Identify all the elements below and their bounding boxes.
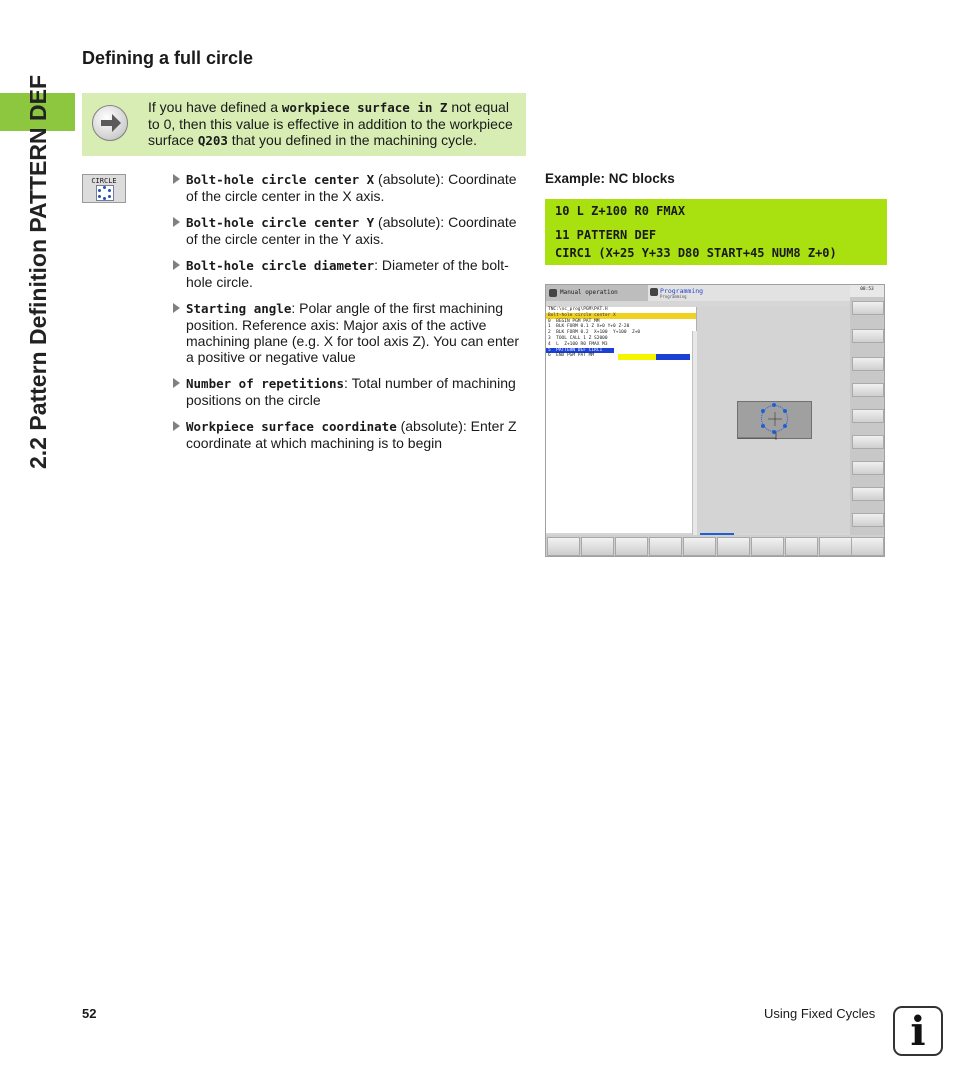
dimension-lines bbox=[738, 402, 813, 440]
control-screenshot bbox=[545, 284, 885, 557]
note-box bbox=[82, 93, 526, 156]
param-item: Number of repetitions: Total number of machining positions on the circle bbox=[172, 375, 524, 408]
workpiece-blank bbox=[737, 401, 812, 439]
nc-block bbox=[545, 223, 887, 265]
input-prompt: Bolt-hole circle center X bbox=[546, 313, 696, 319]
clock: 08:53 bbox=[850, 285, 884, 297]
program-listing bbox=[546, 307, 697, 533]
param-item: Bolt-hole circle diameter: Diameter of the bolt-hole circle. bbox=[172, 257, 524, 290]
horizontal-softkey[interactable] bbox=[683, 537, 716, 556]
vertical-softkey[interactable] bbox=[852, 513, 884, 527]
horizontal-softkey[interactable] bbox=[581, 537, 614, 556]
horizontal-softkey[interactable] bbox=[751, 537, 784, 556]
code-term: Q203 bbox=[197, 133, 228, 148]
vertical-softkey[interactable] bbox=[852, 409, 884, 423]
code-term: workpiece surface in Z bbox=[281, 100, 448, 115]
circle-pattern-icon bbox=[96, 185, 114, 201]
bullet-arrow-icon bbox=[173, 260, 180, 270]
note-text: If you have defined a workpiece surface in Z not equal to 0, then this value is effective in addition to the workpiece surface Q203 that you defined in the machining cycle. bbox=[148, 99, 513, 148]
parameter-list bbox=[172, 171, 524, 461]
horizontal-softkey[interactable] bbox=[649, 537, 682, 556]
program-line-selected[interactable]: 5 PATTERN DEF CIRC1 bbox=[546, 348, 614, 354]
param-item: Bolt-hole circle center X (absolute): Coordinate of the circle center in the X axis. bbox=[172, 171, 524, 204]
section-title-vertical: 2.2 Pattern Definition PATTERN DEF bbox=[25, 75, 51, 470]
param-item: Bolt-hole circle center Y (absolute): Coordinate of the circle center in the Y axis. bbox=[172, 214, 524, 247]
info-icon: i bbox=[893, 1006, 943, 1056]
program-line[interactable]: 2 BLK FORM 0.2 X+100 Y+100 Z+0 bbox=[548, 330, 641, 336]
program-line[interactable]: 6 END PGM PAT MM bbox=[548, 353, 595, 359]
page-number: 52 bbox=[82, 1006, 97, 1021]
bullet-arrow-icon bbox=[173, 378, 180, 388]
vertical-softkey[interactable] bbox=[852, 487, 884, 501]
bullet-arrow-icon bbox=[173, 174, 180, 184]
param-item: Starting angle: Polar angle of the first machining position. Reference axis: Major axis of the active machining plane (e.g. X for tool axis Z). You can enter a positive or negative value bbox=[172, 300, 524, 365]
param-item: Workpiece surface coordinate (absolute): Enter Z coordinate at which machining is to begin bbox=[172, 418, 524, 451]
circle-softkey bbox=[82, 174, 126, 203]
bullet-arrow-icon bbox=[173, 303, 180, 313]
horizontal-softkey[interactable] bbox=[547, 537, 580, 556]
program-line[interactable]: 4 L Z+100 R0 FMAX M3 bbox=[548, 341, 608, 347]
manual-mode-icon bbox=[549, 289, 557, 297]
mode-programming: Programming Programming bbox=[648, 285, 850, 301]
edit-field-highlight bbox=[656, 354, 690, 360]
nc-block bbox=[545, 199, 887, 223]
horizontal-softkey[interactable] bbox=[819, 537, 852, 556]
program-line[interactable]: 1 BLK FORM 0.1 Z X+0 Y+0 Z-20 bbox=[548, 324, 630, 330]
vertical-softkey[interactable] bbox=[852, 461, 884, 475]
vertical-softkey[interactable] bbox=[852, 329, 884, 343]
horizontal-softkey[interactable] bbox=[851, 537, 884, 556]
vertical-softkey[interactable] bbox=[852, 383, 884, 397]
program-line[interactable]: 0 BEGIN PGM PAT MM bbox=[548, 318, 600, 324]
horizontal-softkey[interactable] bbox=[785, 537, 818, 556]
horizontal-softkey[interactable] bbox=[717, 537, 750, 556]
program-path: TNC:\nc_prog\PGM\PAT.H bbox=[548, 307, 608, 312]
vertical-softkey[interactable] bbox=[852, 435, 884, 449]
bullet-arrow-icon bbox=[173, 217, 180, 227]
section-heading: Defining a full circle bbox=[82, 48, 254, 68]
softkey-label: CIRCLE bbox=[91, 177, 117, 185]
graphic-view bbox=[697, 307, 850, 533]
programming-mode-icon bbox=[650, 288, 658, 296]
horizontal-softkey[interactable] bbox=[615, 537, 648, 556]
program-line[interactable]: 3 TOOL CALL 1 Z S2000 bbox=[548, 335, 608, 341]
mode-manual: Manual operation bbox=[546, 285, 648, 301]
vertical-softkey[interactable] bbox=[852, 357, 884, 371]
arrow-right-icon bbox=[92, 105, 128, 141]
nc-line: CIRC1 (X+25 Y+33 D80 START+45 NUM8 Z+0) bbox=[555, 246, 837, 260]
nc-line: 10 L Z+100 R0 FMAX bbox=[555, 204, 686, 218]
nc-line: 11 PATTERN DEF bbox=[555, 228, 657, 242]
bullet-arrow-icon bbox=[173, 421, 180, 431]
chapter-title: Using Fixed Cycles bbox=[764, 1006, 876, 1021]
example-label: Example: NC blocks bbox=[545, 171, 675, 186]
vertical-softkey[interactable] bbox=[852, 301, 884, 315]
